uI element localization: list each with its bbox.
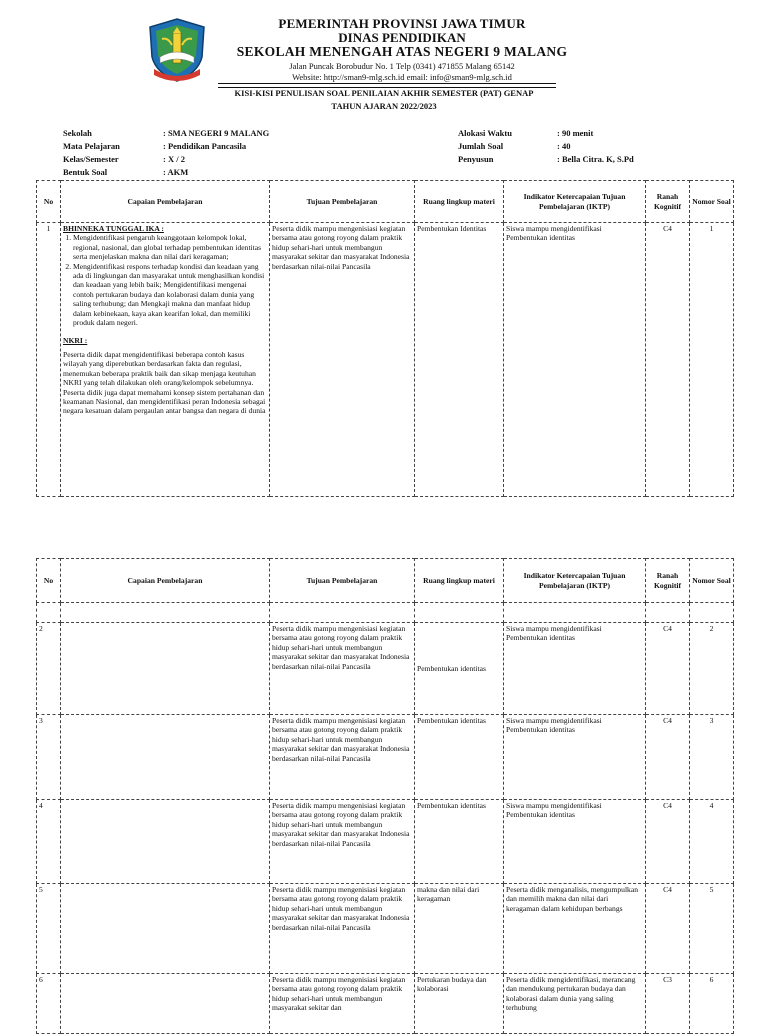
cell-cp: [61, 974, 270, 1034]
info-value-bentuk: : AKM: [163, 167, 189, 177]
header-ranah: Ranah Kognitif: [646, 559, 690, 603]
header-no: No: [37, 559, 61, 603]
cell-iktp: Peserta didik mengidentifikasi, merancang dan mendukung pertukaran budaya dan kolaborasi dalam dunia yang saling terhubung: [504, 974, 646, 1034]
cell-rl: Pembentukan identitas: [415, 623, 504, 715]
cell-empty: [504, 603, 646, 623]
cell-nomor: 2: [690, 623, 734, 715]
cell-nomor: 3: [690, 715, 734, 800]
header-cp: Capaian Pembelajaran: [61, 181, 270, 223]
cell-ranah: C3: [646, 974, 690, 1034]
info-label-jumlah: Jumlah Soal: [458, 141, 504, 151]
cell-cp: [61, 715, 270, 800]
cell-ranah: C4: [646, 800, 690, 884]
cell-nomor: 4: [690, 800, 734, 884]
document-year: TAHUN AJARAN 2022/2023: [331, 101, 437, 111]
cp-list: [63, 233, 267, 327]
cell-tp: Peserta didik mampu mengenisiasi kegiatan bersama atau gotong royong dalam praktik hidup sehari-hari untuk membangun masyarakat sekitar dan masyarakat Indonesia berdasarkan nilai-nilai Pancasila: [270, 623, 415, 715]
info-value-alokasi: : 90 menit: [557, 128, 594, 138]
header-line-3: SEKOLAH MENENGAH ATAS NEGERI 9 MALANG: [236, 44, 568, 59]
cell-no: 6: [37, 974, 61, 1034]
cell-iktp: Siswa mampu mengidentifikasi Pembentukan identitas: [504, 623, 646, 715]
cell-ranah: C4: [646, 884, 690, 974]
info-label-kelas: Kelas/Semester: [63, 154, 119, 164]
header-rl: Ruang lingkup materi: [415, 559, 504, 603]
cp-section-title-nkri: NKRI :: [63, 336, 88, 346]
east-java-crest-icon: [146, 17, 208, 83]
header-tp: Tujuan Pembelajaran: [270, 559, 415, 603]
info-value-kelas: : X / 2: [163, 154, 185, 164]
table-row: [37, 974, 734, 1034]
cell-empty: [61, 603, 270, 623]
cell-ranah: C4: [646, 623, 690, 715]
info-value-sekolah: : SMA NEGERI 9 MALANG: [163, 128, 270, 138]
info-value-jumlah: : 40: [557, 141, 571, 151]
header-ranah: Ranah Kognitif: [646, 181, 690, 223]
cell-rl: makna dan nilai dari keragaman: [415, 884, 504, 974]
kisi-table-2: [36, 558, 734, 1034]
info-label-bentuk: Bentuk Soal: [63, 167, 108, 177]
cell-no: 5: [37, 884, 61, 974]
info-label-sekolah: Sekolah: [63, 128, 92, 138]
table-row: [37, 715, 734, 800]
table-row-empty: [37, 603, 734, 623]
cp-nkri-paragraph: Peserta didik dapat mengidentifikasi beberapa contoh kasus wilayah yang diperebutkan berdasarkan fakta dan regulasi, menemukan beberapa praktik baik dan sikap menjaga keutuhan NKRI yang telah dilakukan oleh orang/kelompok sebelumnya. Peserta didik juga dapat memahami konsep sistem pertahanan dan keamanan Nasional, dan mengidentifikasi peran Indonesia sebagai negara kesatuan dalam pergaulan antar bangsa dan negara di dunia: [63, 349, 266, 416]
info-label-alokasi: Alokasi Waktu: [458, 128, 512, 138]
header-iktp: Indikator Ketercapaian Tujuan Pembelajaran (IKTP): [504, 559, 646, 603]
cell-cp: [61, 800, 270, 884]
cell-nomor: 6: [690, 974, 734, 1034]
cell-ranah: C4: [646, 223, 690, 497]
cell-rl: Pertukaran budaya dan kolaborasi: [415, 974, 504, 1034]
cell-empty: [37, 603, 61, 623]
header-website: Website: http://sman9-mlg.sch.id email: info@sman9-mlg.sch.id: [292, 72, 512, 82]
table-row: [37, 223, 734, 497]
cell-no: 2: [37, 623, 61, 715]
header-tp: Tujuan Pembelajaran: [270, 181, 415, 223]
header-no: No: [37, 181, 61, 223]
cell-nomor: 1: [690, 223, 734, 497]
table-row: [37, 884, 734, 974]
cell-empty: [270, 603, 415, 623]
kisi-table-1: [36, 180, 734, 497]
header-line-1: PEMERINTAH PROVINSI JAWA TIMUR: [278, 16, 526, 31]
cell-tp: Peserta didik mampu mengenisiasi kegiatan bersama atau gotong royong dalam praktik hidup sehari-hari untuk membangun masyarakat sekitar dan masyarakat Indonesia berdasarkan nilai-nilai Pancasila: [270, 800, 415, 884]
cp-list-item: 2. Mengidentifikasi respons terhadap kondisi dan keadaan yang ada di lingkungan dan masyarakat untuk menghasilkan kondisi dan keadaan yang lebih baik; Mengidentifikasi mengenai contoh pertukaran budaya dan kolaborasi dalam dunia yang saling terhubung; dan Mengkaji makna dan manfaat hidup dalam kebinekaan, kaya akan kearifan lokal, dan memiliki produk dalam negeri.: [73, 262, 267, 328]
header-nomor: Nomor Soal: [690, 559, 734, 603]
header-address: Jalan Puncak Borobudur No. 1 Telp (0341) 471855 Malang 65142: [289, 61, 515, 71]
cell-cp: [61, 223, 270, 497]
cell-rl: Pembentukan identitas: [415, 800, 504, 884]
info-label-penyusun: Penyusun: [458, 154, 494, 164]
info-value-penyusun: : Bella Citra. K, S.Pd: [557, 154, 634, 164]
cell-iktp: Siswa mampu mengidentifikasi Pembentukan identitas: [504, 800, 646, 884]
cell-tp: Peserta didik mampu mengenisiasi kegiatan bersama atau gotong royong dalam praktik hidup sehari-hari untuk membangun masyarakat sekitar dan masyarakat Indonesia berdasarkan nilai-nilai Pancasila: [270, 715, 415, 800]
document-title: KISI-KISI PENULISAN SOAL PENILAIAN AKHIR SEMESTER (PAT) GENAP: [234, 88, 534, 98]
header-nomor: Nomor Soal: [690, 181, 734, 223]
cell-iktp: Siswa mampu mengidentifikasi Pembentukan identitas: [504, 223, 646, 497]
cell-iktp: Peserta didik menganalisis, mengumpulkan dan memilih makna dan nilai dari keragaman dalam kehidupan berbangs: [504, 884, 646, 974]
header-line-2: DINAS PENDIDIKAN: [338, 30, 466, 45]
cell-rl: Pembentukan identitas: [415, 715, 504, 800]
cell-no: 4: [37, 800, 61, 884]
cell-ranah: C4: [646, 715, 690, 800]
header-divider-thick: [218, 83, 556, 84]
cell-tp: Peserta didik mampu mengenisiasi kegiatan bersama atau gotong royong dalam praktik hidup sehari-hari untuk membangun masyarakat sekitar dan masyarakat Indonesia berdasarkan nilai-nilai Pancasila: [270, 884, 415, 974]
cp-list-item: 1. Mengidentifikasi pengaruh keanggotaan kelompok lokal, regional, nasional, dan global terhadap pembentukan identitas serta menjelaskan makna dan nilai dari keragaman;: [73, 233, 267, 261]
cell-tp: Peserta didik mampu mengenisiasi kegiatan bersama atau gotong royong dalam praktik hidup sehari-hari untuk membangun masyarakat sekitar dan masyarakat Indonesia berdasarkan nilai-nilai Pancasila: [270, 223, 415, 497]
cell-rl: Pembentukan Identitas: [415, 223, 504, 497]
cell-empty: [646, 603, 690, 623]
cell-no: 1: [37, 223, 61, 497]
cell-cp: [61, 623, 270, 715]
header-cp: Capaian Pembelajaran: [61, 559, 270, 603]
cell-empty: [415, 603, 504, 623]
header-iktp: Indikator Ketercapaian Tujuan Pembelajaran (IKTP): [504, 181, 646, 223]
table-row: [37, 800, 734, 884]
cp-section-title-bhinneka: BHINNEKA TUNGGAL IKA :: [63, 224, 164, 233]
cell-cp: [61, 884, 270, 974]
table-row: [37, 623, 734, 715]
header-rl: Ruang lingkup materi: [415, 181, 504, 223]
cell-empty: [690, 603, 734, 623]
cell-no: 3: [37, 715, 61, 800]
info-label-mapel: Mata Pelajaran: [63, 141, 120, 151]
cell-nomor: 5: [690, 884, 734, 974]
cell-tp: Peserta didik mampu mengenisiasi kegiatan bersama atau gotong royong dalam praktik hidup sehari-hari untuk membangun masyarakat sekitar dan: [270, 974, 415, 1034]
table-header-row: [37, 181, 734, 223]
table-header-row: [37, 559, 734, 603]
cell-iktp: Siswa mampu mengidentifikasi Pembentukan identitas: [504, 715, 646, 800]
info-value-mapel: : Pendidikan Pancasila: [163, 141, 247, 151]
